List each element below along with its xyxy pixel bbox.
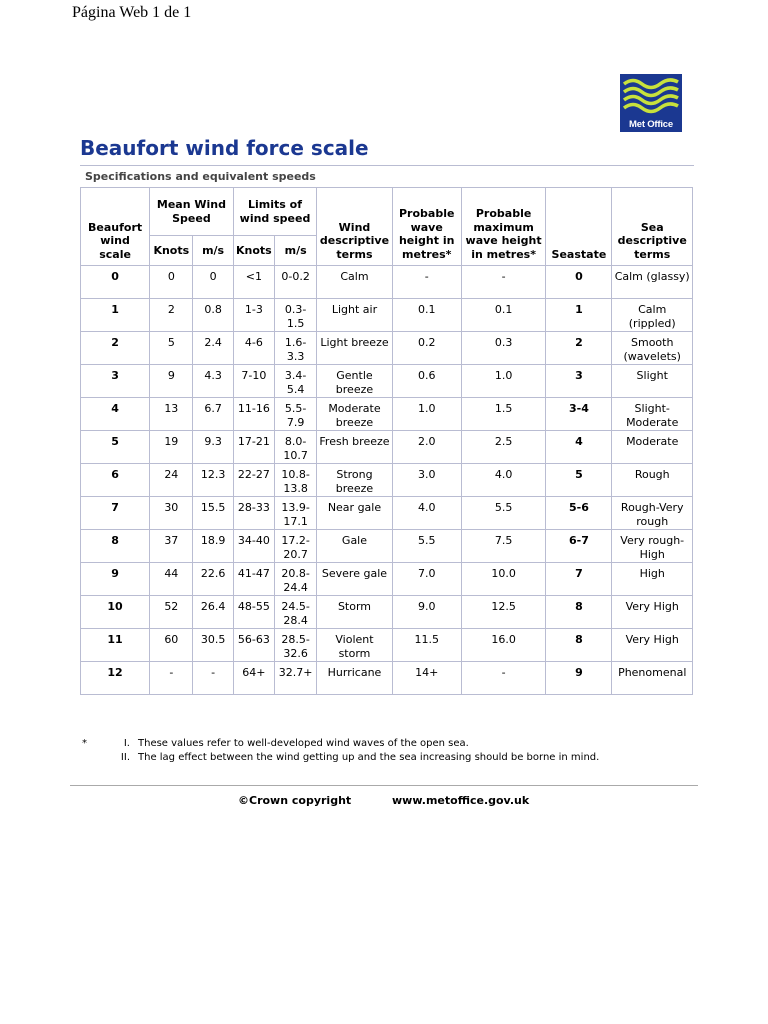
header-max-wave-height: Probable maximum wave height in metres* [461,188,546,266]
table-cell: 37 [150,530,193,563]
table-cell: 17.2-20.7 [274,530,316,563]
footnote-item [108,751,708,765]
table-cell: 2.0 [392,431,461,464]
table-cell: 41-47 [233,563,274,596]
table-cell: 2 [546,332,612,365]
footnote-text: The lag effect between the wind getting up and the sea increasing should be borne in mind. [138,751,600,763]
beaufort-table [80,187,693,695]
table-cell: 5 [546,464,612,497]
table-row [81,563,693,596]
table-cell: 8 [546,596,612,629]
table-cell: 16.0 [461,629,546,662]
table-cell: <1 [233,266,274,299]
table-cell: 12.3 [193,464,233,497]
table-cell: - [150,662,193,695]
table-cell: 5.5 [461,497,546,530]
footnote-list [108,737,708,764]
table-cell: Near gale [317,497,392,530]
table-cell: 6-7 [546,530,612,563]
table-cell: 7-10 [233,365,274,398]
table-cell: 30 [150,497,193,530]
table-cell: 7.5 [461,530,546,563]
table-cell: 1.6-3.3 [274,332,316,365]
table-row [81,431,693,464]
table-cell: 1.5 [461,398,546,431]
table-cell: 2 [150,299,193,332]
table-cell: 17-21 [233,431,274,464]
table-cell: 9 [546,662,612,695]
table-cell: - [461,662,546,695]
table-cell: 3-4 [546,398,612,431]
table-cell: Gentle breeze [317,365,392,398]
table-cell: 6.7 [193,398,233,431]
table-cell: 11 [81,629,150,662]
table-cell: Very High [612,596,693,629]
table-cell: 4 [81,398,150,431]
table-cell: 5.5-7.9 [274,398,316,431]
table-row [81,662,693,695]
table-cell: Storm [317,596,392,629]
table-cell: Very rough-High [612,530,693,563]
table-cell: Calm (rippled) [612,299,693,332]
table-cell: 13.9-17.1 [274,497,316,530]
table-cell: 2.4 [193,332,233,365]
table-cell: Fresh breeze [317,431,392,464]
page-title: Beaufort wind force scale [80,136,369,160]
table-cell: Smooth (wavelets) [612,332,693,365]
table-cell: Slight-Moderate [612,398,693,431]
table-cell: 1.0 [392,398,461,431]
table-cell: 30.5 [193,629,233,662]
table-cell: 48-55 [233,596,274,629]
footnote-number: II. [120,751,130,763]
table-cell: Gale [317,530,392,563]
table-cell: Light air [317,299,392,332]
table-cell: - [193,662,233,695]
table-cell: - [461,266,546,299]
table-cell: Calm [317,266,392,299]
table-row [81,530,693,563]
table-cell: 9 [81,563,150,596]
header-wind-terms: Wind descriptive terms [317,188,392,266]
table-cell: 1.0 [461,365,546,398]
table-cell: Violent storm [317,629,392,662]
table-cell: Calm (glassy) [612,266,693,299]
header-ms: m/s [193,236,233,266]
table-row [81,596,693,629]
table-cell: 7 [546,563,612,596]
table-cell: Very High [612,629,693,662]
table-cell: 56-63 [233,629,274,662]
copyright-text: ©Crown copyright [238,794,352,807]
wave-logo-icon [620,74,682,120]
footer-divider [70,785,698,786]
table-cell: 34-40 [233,530,274,563]
page-header: Página Web 1 de 1 [72,4,192,21]
table-cell: 44 [150,563,193,596]
table-cell: 9.0 [392,596,461,629]
table-cell: 12.5 [461,596,546,629]
header-mean-wind-speed: Mean Wind Speed [150,188,234,236]
table-cell: 26.4 [193,596,233,629]
header-seastate: Seastate [546,188,612,266]
table-cell: High [612,563,693,596]
table-cell: 0.8 [193,299,233,332]
table-cell: 8 [81,530,150,563]
table-cell: 52 [150,596,193,629]
table-cell: 28.5-32.6 [274,629,316,662]
table-cell: 64+ [233,662,274,695]
table-cell: Rough [612,464,693,497]
table-cell: 22.6 [193,563,233,596]
table-cell: 11.5 [392,629,461,662]
table-cell: 4-6 [233,332,274,365]
table-row [81,332,693,365]
table-cell: 3.0 [392,464,461,497]
table-cell: Moderate breeze [317,398,392,431]
table-cell: 0 [150,266,193,299]
table-cell: 28-33 [233,497,274,530]
table-row [81,299,693,332]
table-cell: 5-6 [546,497,612,530]
table-cell: - [392,266,461,299]
table-cell: 2.5 [461,431,546,464]
header-knots: Knots [150,236,193,266]
table-cell: 2 [81,332,150,365]
table-cell: 0.1 [392,299,461,332]
table-cell: 3 [546,365,612,398]
table-cell: 7 [81,497,150,530]
table-cell: Slight [612,365,693,398]
table-cell: 18.9 [193,530,233,563]
table-cell: 13 [150,398,193,431]
table-cell: 15.5 [193,497,233,530]
table-row [81,365,693,398]
table-cell: 0.3-1.5 [274,299,316,332]
table-cell: 5 [81,431,150,464]
table-cell: 0.1 [461,299,546,332]
table-cell: 10.8-13.8 [274,464,316,497]
table-cell: 24.5-28.4 [274,596,316,629]
table-cell: 10 [81,596,150,629]
table-cell: 14+ [392,662,461,695]
table-cell: 4 [546,431,612,464]
table-row [81,464,693,497]
table-cell: 9 [150,365,193,398]
table-row [81,497,693,530]
header-sea-terms: Sea descriptive terms [612,188,693,266]
table-cell: Light breeze [317,332,392,365]
header-limits-ms: m/s [274,236,316,266]
table-cell: 0 [81,266,150,299]
footnote-number: I. [123,738,130,749]
header-wave-height: Probable wave height in metres* [392,188,461,266]
table-cell: Strong breeze [317,464,392,497]
table-cell: 4.0 [461,464,546,497]
met-office-logo [620,74,682,132]
table-cell: 3 [81,365,150,398]
table-cell: Rough-Very rough [612,497,693,530]
table-cell: 5 [150,332,193,365]
table-cell: Moderate [612,431,693,464]
table-row [81,266,693,299]
footnote-marker: * [82,738,87,749]
table-cell: 4.0 [392,497,461,530]
table-cell: 0.3 [461,332,546,365]
footnote-item [108,737,708,751]
table-cell: 22-27 [233,464,274,497]
website-text: www.metoffice.gov.uk [392,794,530,807]
table-cell: 1-3 [233,299,274,332]
table-cell: Phenomenal [612,662,693,695]
table-cell: 60 [150,629,193,662]
table-cell: 12 [81,662,150,695]
table-cell: 5.5 [392,530,461,563]
table-cell: 0-0.2 [274,266,316,299]
title-divider [80,165,694,166]
table-cell: 10.0 [461,563,546,596]
logo-text: Met Office [629,119,673,130]
table-cell: 3.4-5.4 [274,365,316,398]
table-cell: Hurricane [317,662,392,695]
header-beaufort-scale: Beaufort wind scale [81,188,150,266]
table-cell: 0.6 [392,365,461,398]
table-cell: 0 [546,266,612,299]
header-limits-knots: Knots [233,236,274,266]
table-cell: 8.0-10.7 [274,431,316,464]
table-cell: 0.2 [392,332,461,365]
table-body [81,266,693,695]
table-cell: 7.0 [392,563,461,596]
table-cell: 8 [546,629,612,662]
table-cell: Severe gale [317,563,392,596]
table-cell: 1 [546,299,612,332]
table-cell: 6 [81,464,150,497]
table-cell: 1 [81,299,150,332]
table-cell: 11-16 [233,398,274,431]
table-cell: 19 [150,431,193,464]
table-cell: 9.3 [193,431,233,464]
table-row [81,398,693,431]
table-cell: 0 [193,266,233,299]
footnote-text: These values refer to well-developed wind waves of the open sea. [138,738,469,749]
table-cell: 4.3 [193,365,233,398]
table-row [81,629,693,662]
table-cell: 20.8-24.4 [274,563,316,596]
table-cell: 32.7+ [274,662,316,695]
beaufort-table-frame [80,167,693,695]
header-limits-wind-speed: Limits of wind speed [233,188,317,236]
table-cell: 24 [150,464,193,497]
table-caption: Specifications and equivalent speeds [85,170,316,183]
